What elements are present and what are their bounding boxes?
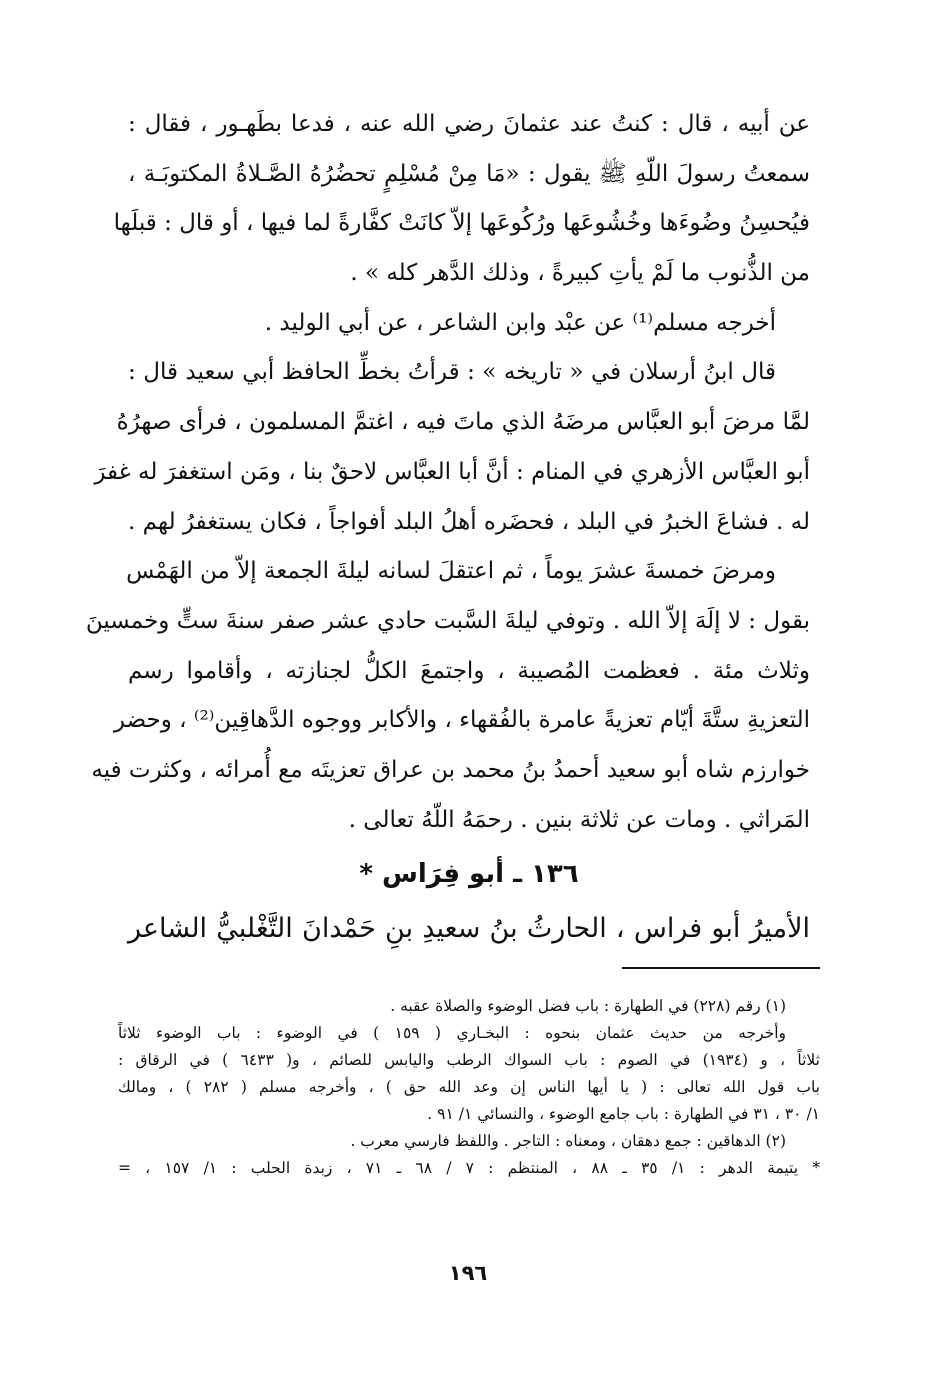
text-line: عن أبيه ، قال : كنتُ عند عثمانَ رضي الله عنه ، فدعا بطَهـور ، فقال : (128, 111, 810, 137)
text-line: أبو العبَّاس الأزهري في المنام : أنَّ أبا العبَّاس لاحقٌ بنا ، ومَن استغفرَ له غفرَ (94, 458, 810, 485)
text-line: قال ابنُ أرسلان في « تاريخه » : قرأتُ بخطِّ الحافظ أبي سعيد قال : (128, 359, 776, 386)
footnote-line: * يتيمة الدهر : ١/ ٣٥ ـ ٨٨ ، المنتظم : ٧ / ٦٨ ـ ٧١ ، زبدة الحلب : ١/ ١٥٧ ، = (118, 1159, 820, 1177)
text-line: التعزيةِ ستَّةَ أيّام تعزيةً عامرة بالفُقهاء ، والأكابر ووجوه الدَّهاقِين⁽²⁾ ، وحضر (113, 707, 810, 734)
text-line: لمَّا مرضَ أبو العبَّاس مرضَهُ الذي ماتَ فيه ، اغتمَّ المسلمون ، فرأى صهرُهُ (116, 409, 810, 436)
text-line: فيُحسِنُ وضُوءَها وخُشُوعَها ورُكُوعَها إلاّ كانَتْ كفَّارةً لما فيها ، أو قال : قبلَها (113, 210, 810, 237)
main-text (85, 100, 810, 845)
text-line: وثلاث مئة . فعظمت المُصيبة ، واجتمعَ الكلُّ لجنازته ، وأقاموا رسم (128, 657, 810, 684)
footnote-line: ثلاثاً ، و (١٩٣٤) في الصوم : باب السواك الرطب واليابس للصائم ، و( ٦٤٣٣ ) في الرقاق : (118, 1051, 820, 1069)
footnote-line: (١) رقم (٢٢٨) في الطهارة : باب فضل الوضوء والصلاة عقبه . (390, 997, 786, 1015)
footnotes (118, 993, 820, 1182)
text-line: ومرضَ خمسةَ عشرَ يوماً ، ثم اعتقلَ لسانه ليلةَ الجمعة إلاّ من الهَمْس (126, 558, 776, 585)
footnote-line: ١/ ٣٠ ، ٣١ في الطهارة : باب جامع الوضوء ، والنسائي ١/ ٩١ . (427, 1105, 820, 1123)
text-line: له . فشاعَ الخبرُ في البلد ، فحضَره أهلُ البلد أفواجاً ، فكان يستغفرُ لهم . (128, 508, 810, 535)
entry-opening-line: الأميرُ أبو فراس ، الحارثُ بنُ سعيدِ بنِ حَمْدانَ التَّغْلبيُّ الشاعر (128, 913, 810, 944)
text-line: سمعتُ رسولَ اللّهِ ﷺ يقول : «مَا مِنْ مُسْلِمٍ تحضُرُهُ الصَّـلاةُ المكتوبَـة ، (128, 160, 810, 187)
entry-heading: ١٣٦ ـ أبو فِرَاس * (359, 859, 579, 889)
text-line: المَراثي . ومات عن ثلاثة بنين . رحمَهُ اللّهُ تعالى . (348, 806, 810, 833)
text-line: من الذُّنوب ما لَمْ يأتِ كبيرةً ، وذلك الدَّهر كله » . (350, 260, 810, 287)
footnote-line: وأخرجه من حديث عثمان بنحوه : البخـاري ( ١٥٩ ) في الوضوء : باب الوضوء ثلاثاً (118, 1024, 786, 1042)
footnote-line: باب قول الله تعالى : ( يا أيها الناس إن وعد الله حق ) ، وأخرجه مسلم ( ٢٨٢ ) ، ومالك (118, 1078, 820, 1096)
text-line: بقول : لا إلَهَ إلاّ الله . وتوفي ليلةَ السَّبت حادي عشر صفر سنةَ ستٍّ وخمسينَ (85, 607, 810, 634)
footnote-separator (622, 967, 820, 969)
text-line: أخرجه مسلم⁽¹⁾ عن عبْد وابن الشاعر ، عن أبي الوليد . (264, 309, 776, 336)
footnote-line: (٢) الدهاقين : جمع دهقان ، ومعناه : التاجر . واللفظ فارسي معرب . (350, 1132, 786, 1150)
page-number: ١٩٦ (448, 1261, 488, 1285)
text-line: خوارزم شاه أبو سعيد أحمدُ بنُ محمد بن عراق تعزيتَه مع أُمرائه ، وكثرت فيه (91, 756, 810, 783)
